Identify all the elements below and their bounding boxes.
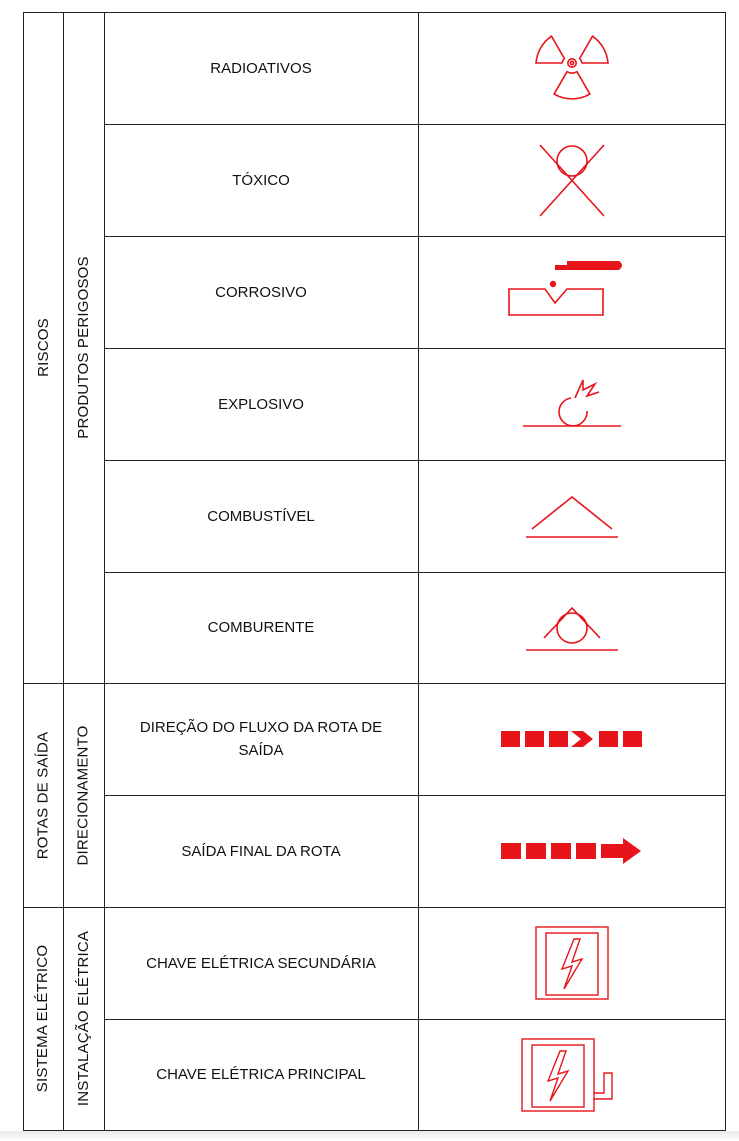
page-bottom-edge bbox=[0, 1131, 739, 1141]
row-label-direcao-fluxo: DIREÇÃO DO FLUXO DA ROTA DE SAÍDA bbox=[139, 719, 383, 759]
subgroup-header-instalacao-eletrica bbox=[63, 907, 104, 1130]
combustible-icon bbox=[418, 460, 725, 572]
row-label-combustivel: COMBUSTÍVEL bbox=[207, 507, 315, 525]
subgroup-label-direcionamento: DIRECIONAMENTO bbox=[75, 724, 93, 866]
group-label-rotas-de-saida: ROTAS DE SAÍDA bbox=[34, 731, 52, 859]
row-label-corrosivo: CORROSIVO bbox=[215, 283, 307, 301]
explosive-icon bbox=[418, 348, 725, 460]
row-label-saida-final: SAÍDA FINAL DA ROTA bbox=[181, 842, 341, 860]
subgroup-label-instalacao-eletrica: INSTALAÇÃO ELÉTRICA bbox=[75, 930, 93, 1107]
final-exit-arrow-icon bbox=[418, 795, 725, 907]
row-label-radioativos: RADIOATIVOS bbox=[210, 59, 312, 77]
group-header-rotas-de-saida bbox=[23, 683, 63, 907]
row-label-toxico: TÓXICO bbox=[232, 171, 290, 189]
secondary-electrical-switch-icon bbox=[418, 907, 725, 1019]
corrosive-icon bbox=[418, 236, 725, 348]
toxic-icon bbox=[418, 124, 725, 236]
group-label-sistema-eletrico: SISTEMA ELÉTRICO bbox=[34, 944, 52, 1093]
group-label-riscos: RISCOS bbox=[34, 318, 52, 377]
exit-route-direction-icon bbox=[418, 683, 725, 795]
subgroup-header-produtos-perigosos bbox=[63, 12, 104, 683]
subgroup-header-direcionamento bbox=[63, 683, 104, 907]
subgroup-label-produtos-perigosos: PRODUTOS PERIGOSOS bbox=[75, 256, 92, 439]
row-label-comburente: COMBURENTE bbox=[207, 619, 315, 636]
radioactive-icon bbox=[418, 12, 725, 124]
group-header-sistema-eletrico bbox=[23, 907, 63, 1130]
oxidizer-icon bbox=[418, 572, 725, 683]
row-label-chave-principal: CHAVE ELÉTRICA PRINCIPAL bbox=[156, 1066, 366, 1083]
group-header-riscos bbox=[23, 12, 63, 683]
main-electrical-switch-icon bbox=[418, 1019, 725, 1130]
row-label-chave-secundaria: CHAVE ELÉTRICA SECUNDÁRIA bbox=[146, 954, 376, 972]
row-label-explosivo: EXPLOSIVO bbox=[218, 395, 304, 413]
